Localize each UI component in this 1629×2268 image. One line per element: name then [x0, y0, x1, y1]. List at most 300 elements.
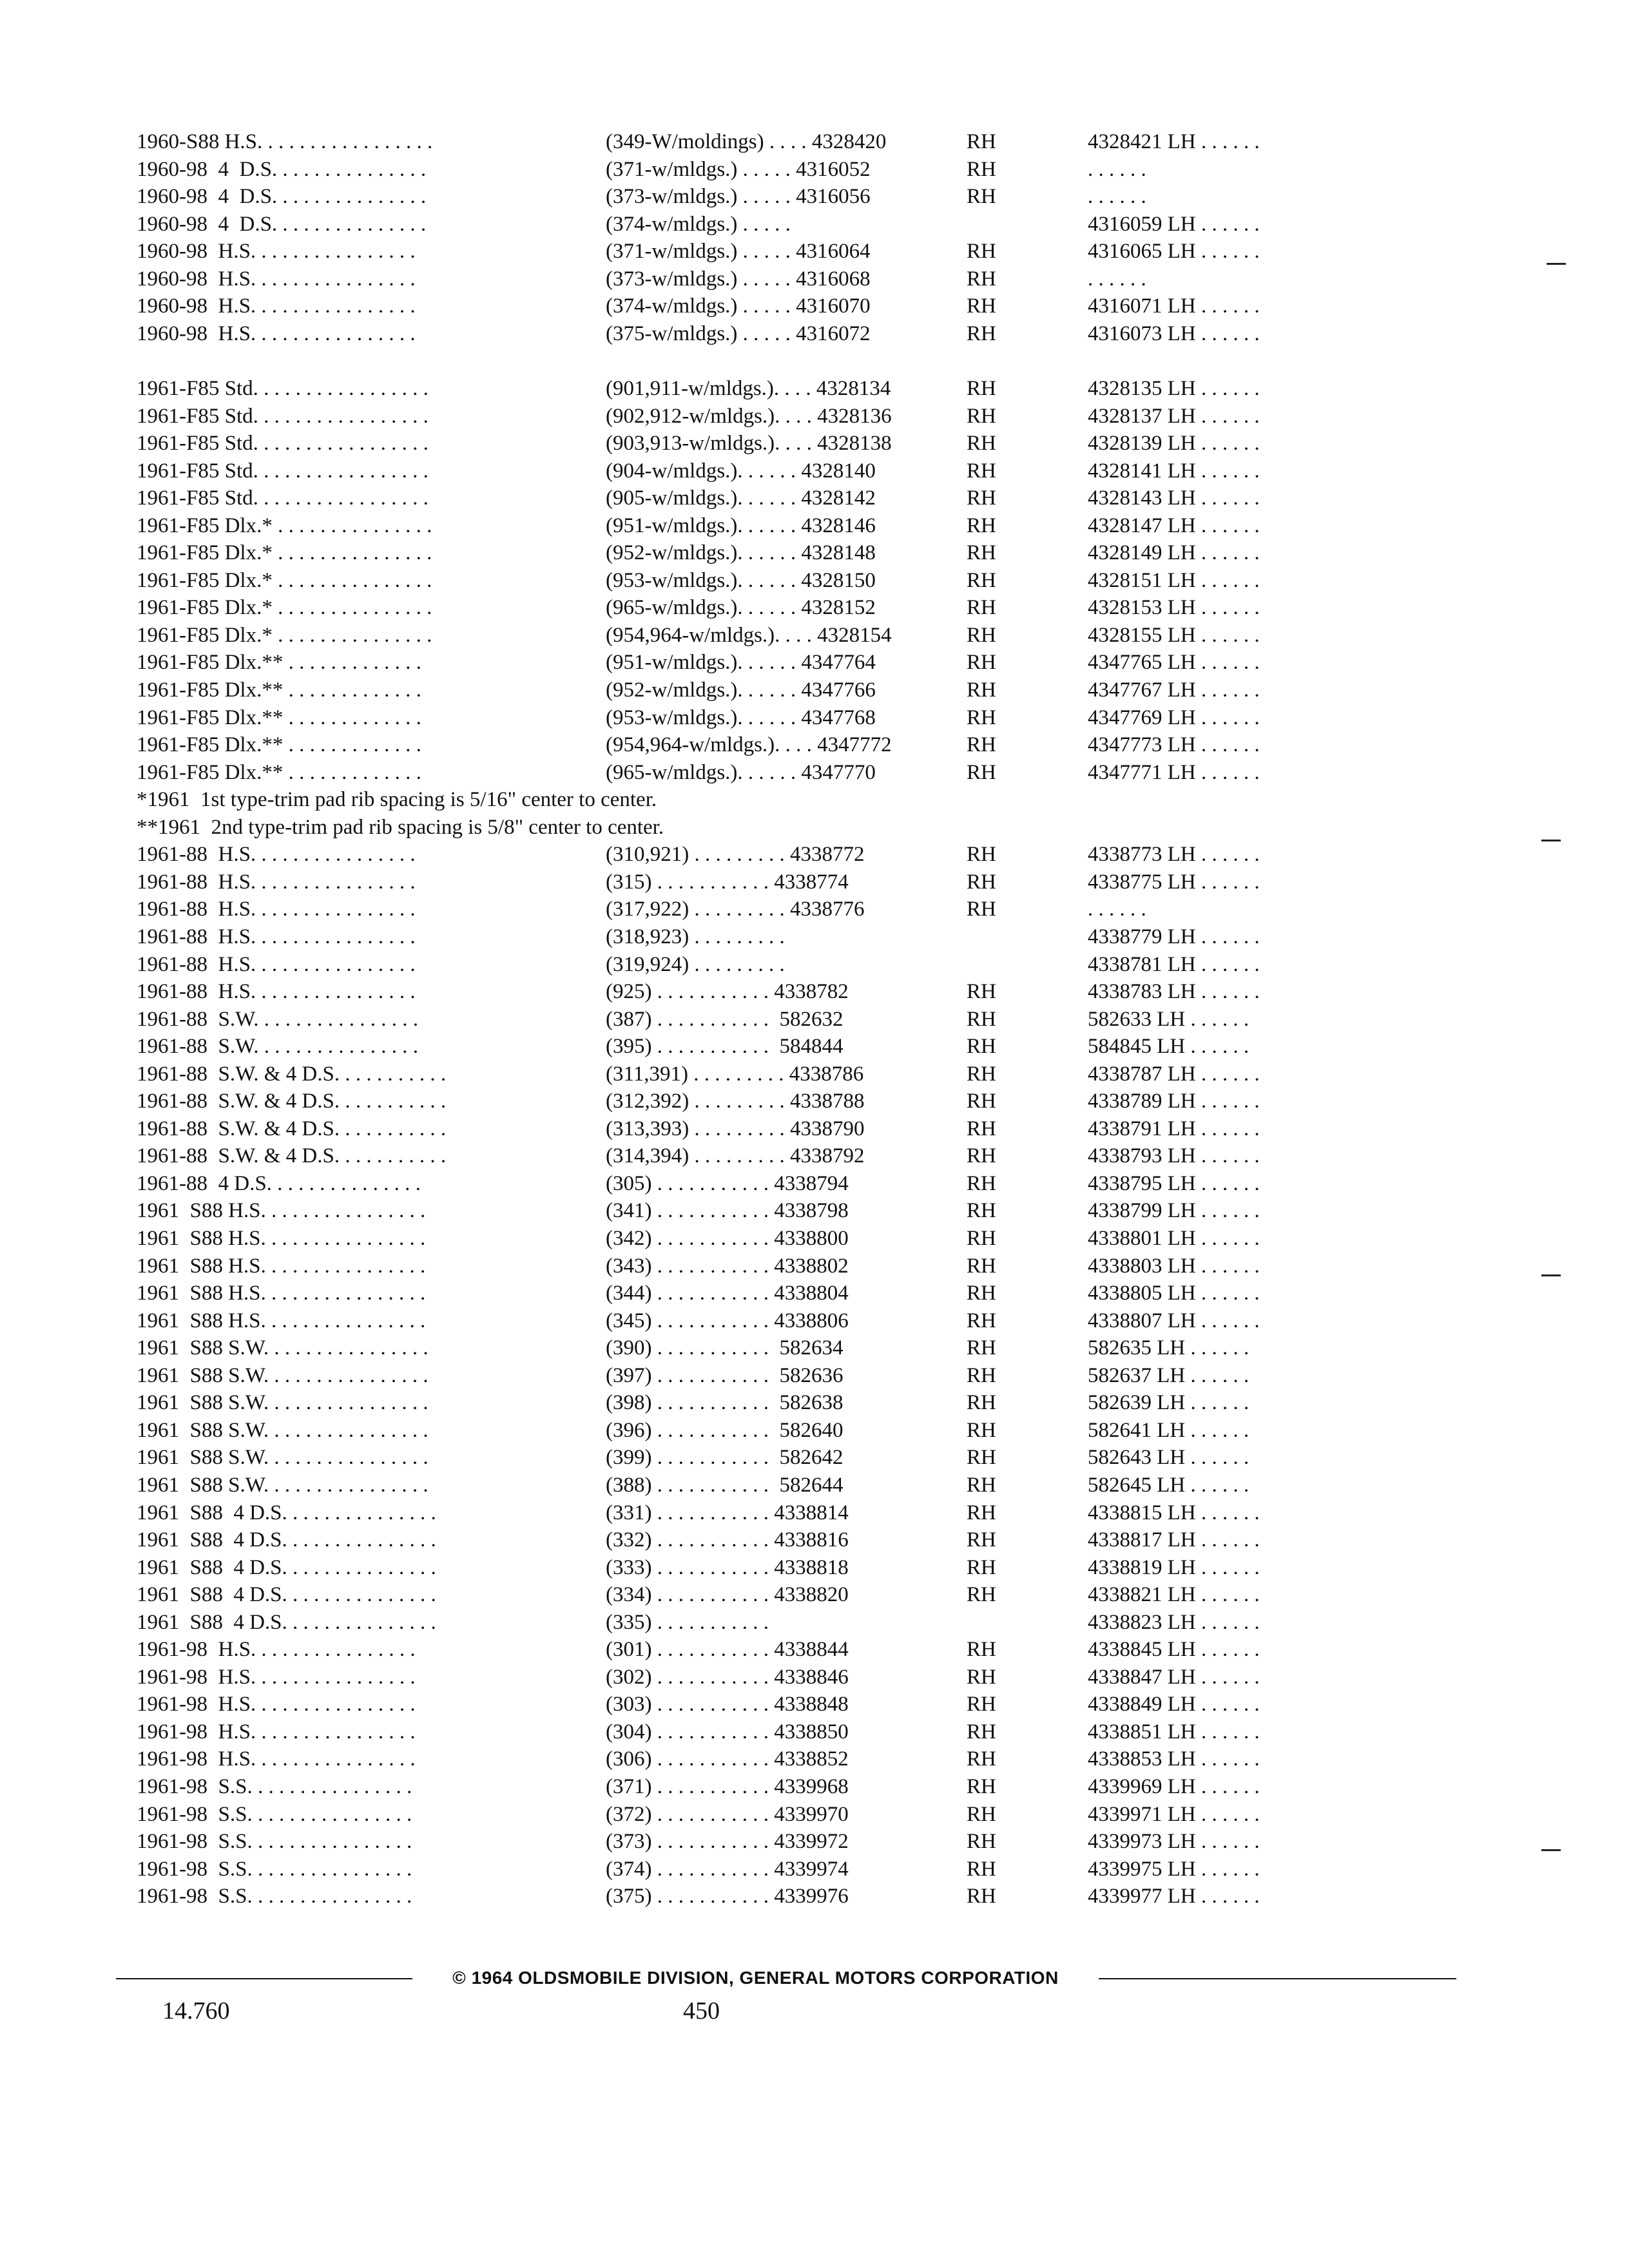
rh-label-cell: RH: [967, 1364, 996, 1387]
model-cell: 1961 S88 S.W. . . . . . . . . . . . . . . .: [137, 1474, 429, 1497]
trim-code-cell: (965-w/mldgs.). . . . . . 4328152: [606, 596, 876, 619]
model-cell: 1961-98 H.S. . . . . . . . . . . . . . . .: [137, 1747, 416, 1771]
lh-part-cell: 4338847 LH . . . . . .: [1088, 1666, 1260, 1689]
model-cell: 1961 S88 H.S. . . . . . . . . . . . . . . .: [137, 1199, 426, 1222]
model-cell: 1961-F85 Dlx.** . . . . . . . . . . . . .: [137, 651, 421, 674]
part-row: [0, 293, 1629, 319]
part-row: [0, 649, 1629, 675]
model-cell: 1961-F85 Dlx.** . . . . . . . . . . . . .: [137, 733, 421, 756]
trim-code-cell: (903,913-w/mldgs.). . . . 4328138: [606, 432, 892, 455]
model-cell: 1960-S88 H.S. . . . . . . . . . . . . . . . .: [137, 130, 433, 153]
model-cell: 1960-98 H.S. . . . . . . . . . . . . . . .: [137, 294, 416, 318]
lh-part-cell: 4316071 LH . . . . . .: [1088, 294, 1260, 318]
part-row: [0, 869, 1629, 895]
lh-part-cell: 4328143 LH . . . . . .: [1088, 486, 1260, 510]
trim-code-cell: (344) . . . . . . . . . . . 4338804: [606, 1282, 849, 1305]
trim-code-cell: (374-w/mldgs.) . . . . . 4316070: [606, 294, 871, 318]
trim-code-cell: (375-w/mldgs.) . . . . . 4316072: [606, 322, 871, 345]
trim-code-cell: (396) . . . . . . . . . . . 582640: [606, 1419, 843, 1442]
rh-label-cell: RH: [967, 267, 996, 291]
model-cell: 1960-98 H.S. . . . . . . . . . . . . . . .: [137, 322, 416, 345]
trim-code-cell: (388) . . . . . . . . . . . 582644: [606, 1474, 843, 1497]
rh-label-cell: RH: [967, 1254, 996, 1278]
part-row: [0, 1143, 1629, 1169]
model-cell: 1961 S88 S.W. . . . . . . . . . . . . . . .: [137, 1336, 429, 1360]
trim-code-cell: (373) . . . . . . . . . . . 4339972: [606, 1830, 849, 1853]
trim-code-cell: (954,964-w/mldgs.). . . . 4347772: [606, 733, 892, 756]
rh-label-cell: RH: [967, 624, 996, 647]
lh-part-cell: 4338781 LH . . . . . .: [1088, 953, 1260, 976]
trim-code-cell: (312,392) . . . . . . . . . 4338788: [606, 1090, 865, 1113]
rh-label-cell: RH: [967, 1227, 996, 1250]
rh-label-cell: RH: [967, 1035, 996, 1058]
model-cell: 1961-88 H.S. . . . . . . . . . . . . . . .: [137, 980, 416, 1003]
rh-label-cell: RH: [967, 130, 996, 153]
part-row: [0, 1061, 1629, 1087]
part-row: [0, 1308, 1629, 1334]
page-number: 450: [683, 1997, 720, 2024]
model-cell: 1961-98 S.S. . . . . . . . . . . . . . . .: [137, 1885, 412, 1908]
lh-part-cell: 4338845 LH . . . . . .: [1088, 1638, 1260, 1661]
lh-part-cell: 4338789 LH . . . . . .: [1088, 1090, 1260, 1113]
model-cell: 1961 S88 4 D.S. . . . . . . . . . . . . . .: [137, 1501, 436, 1524]
model-cell: 1961-88 H.S. . . . . . . . . . . . . . . .: [137, 953, 416, 976]
lh-part-cell: 4339975 LH . . . . . .: [1088, 1858, 1260, 1881]
trim-code-cell: (310,921) . . . . . . . . . 4338772: [606, 843, 865, 866]
model-cell: 1961-F85 Dlx.* . . . . . . . . . . . . . . .: [137, 569, 432, 592]
rh-label-cell: RH: [967, 294, 996, 318]
rh-label-cell: RH: [967, 1885, 996, 1908]
footnote: [0, 787, 1629, 812]
rh-label-cell: RH: [967, 1419, 996, 1442]
trim-code-cell: (951-w/mldgs.). . . . . . 4328146: [606, 514, 876, 537]
model-cell: 1961-98 H.S. . . . . . . . . . . . . . . .: [137, 1638, 416, 1661]
group-gap: [0, 348, 1629, 374]
trim-code-cell: (952-w/mldgs.). . . . . . 4328148: [606, 541, 876, 564]
rh-label-cell: RH: [967, 1501, 996, 1524]
lh-part-cell: 4328421 LH . . . . . .: [1088, 130, 1260, 153]
lh-part-cell: 4338819 LH . . . . . .: [1088, 1556, 1260, 1579]
trim-code-cell: (372) . . . . . . . . . . . 4339970: [606, 1803, 849, 1826]
rh-label-cell: RH: [967, 1775, 996, 1798]
rh-label-cell: RH: [967, 1144, 996, 1168]
lh-part-cell: . . . . . .: [1088, 267, 1146, 291]
copyright-notice: © 1964 OLDSMOBILE DIVISION, GENERAL MOTORS CORPORATION: [452, 1968, 1059, 1988]
model-cell: 1961-88 S.W. & 4 D.S. . . . . . . . . . .: [137, 1144, 447, 1168]
lh-part-cell: 4316059 LH . . . . . .: [1088, 213, 1260, 236]
part-row: [0, 1088, 1629, 1114]
part-row: [0, 1802, 1629, 1827]
trim-code-cell: (390) . . . . . . . . . . . 582634: [606, 1336, 843, 1360]
part-row: [0, 1225, 1629, 1251]
part-row: [0, 430, 1629, 456]
model-cell: 1961-98 S.S. . . . . . . . . . . . . . . .: [137, 1830, 412, 1853]
rh-label-cell: RH: [967, 514, 996, 537]
model-cell: 1961-88 S.W. . . . . . . . . . . . . . . .: [137, 1035, 418, 1058]
rh-label-cell: RH: [967, 898, 996, 921]
footnote: [0, 814, 1629, 840]
rh-label-cell: RH: [967, 486, 996, 510]
lh-part-cell: 4338851 LH . . . . . .: [1088, 1720, 1260, 1744]
lh-part-cell: 4347771 LH . . . . . .: [1088, 761, 1260, 784]
rh-label-cell: RH: [967, 1528, 996, 1552]
part-row: [0, 1691, 1629, 1717]
trim-code-cell: (306) . . . . . . . . . . . 4338852: [606, 1747, 849, 1771]
lh-part-cell: 4338853 LH . . . . . .: [1088, 1747, 1260, 1771]
model-cell: 1961 S88 S.W. . . . . . . . . . . . . . . .: [137, 1364, 429, 1387]
model-cell: 1961-88 S.W. . . . . . . . . . . . . . . .: [137, 1008, 418, 1031]
footnote-text: **1961 2nd type-trim pad rib spacing is 5/8" center to center.: [137, 816, 664, 839]
rh-label-cell: RH: [967, 1858, 996, 1881]
trim-code-cell: (331) . . . . . . . . . . . 4338814: [606, 1501, 849, 1524]
part-row: [0, 1774, 1629, 1800]
trim-code-cell: (925) . . . . . . . . . . . 4338782: [606, 980, 849, 1003]
lh-part-cell: 4338783 LH . . . . . .: [1088, 980, 1260, 1003]
part-row: [0, 513, 1629, 539]
model-cell: 1960-98 4 D.S. . . . . . . . . . . . . . .: [137, 213, 427, 236]
trim-code-cell: (319,924) . . . . . . . . .: [606, 953, 785, 976]
model-cell: 1961-98 S.S. . . . . . . . . . . . . . . .: [137, 1775, 412, 1798]
rh-label-cell: RH: [967, 1090, 996, 1113]
part-row: [0, 622, 1629, 648]
model-cell: 1961-98 S.S. . . . . . . . . . . . . . . .: [137, 1803, 412, 1826]
part-row: [0, 1555, 1629, 1581]
trim-code-cell: (397) . . . . . . . . . . . 582636: [606, 1364, 843, 1387]
part-row: [0, 129, 1629, 155]
lh-part-cell: 4338779 LH . . . . . .: [1088, 925, 1260, 948]
part-row: [0, 1198, 1629, 1224]
trim-code-cell: (375) . . . . . . . . . . . 4339976: [606, 1885, 849, 1908]
trim-code-cell: (342) . . . . . . . . . . . 4338800: [606, 1227, 849, 1250]
part-row: [0, 1006, 1629, 1032]
footer-rule-left: [116, 1978, 412, 1979]
trim-code-cell: (302) . . . . . . . . . . . 4338846: [606, 1666, 849, 1689]
rh-label-cell: RH: [967, 1556, 996, 1579]
lh-part-cell: 4328151 LH . . . . . .: [1088, 569, 1260, 592]
margin-mark: [1541, 840, 1561, 841]
part-row: [0, 1637, 1629, 1662]
rh-label-cell: RH: [967, 1720, 996, 1744]
lh-part-cell: 4338817 LH . . . . . .: [1088, 1528, 1260, 1552]
lh-part-cell: 4328149 LH . . . . . .: [1088, 541, 1260, 564]
part-row: [0, 266, 1629, 292]
model-cell: 1961-88 H.S. . . . . . . . . . . . . . . .: [137, 925, 416, 948]
model-cell: 1961 S88 H.S. . . . . . . . . . . . . . . .: [137, 1254, 426, 1278]
model-cell: 1961-88 H.S. . . . . . . . . . . . . . . .: [137, 843, 416, 866]
lh-part-cell: 4338775 LH . . . . . .: [1088, 870, 1260, 894]
model-cell: 1961-F85 Dlx.* . . . . . . . . . . . . . . .: [137, 541, 432, 564]
model-cell: 1960-98 4 D.S. . . . . . . . . . . . . . .: [137, 158, 427, 181]
footer-rule-right: [1099, 1978, 1456, 1979]
rh-label-cell: RH: [967, 405, 996, 428]
lh-part-cell: . . . . . .: [1088, 158, 1146, 181]
model-cell: 1961 S88 4 D.S. . . . . . . . . . . . . . .: [137, 1611, 436, 1634]
trim-code-cell: (374) . . . . . . . . . . . 4339974: [606, 1858, 849, 1881]
part-row: [0, 1253, 1629, 1279]
part-row: [0, 760, 1629, 785]
lh-part-cell: 4339969 LH . . . . . .: [1088, 1775, 1260, 1798]
part-row: [0, 376, 1629, 401]
part-row: [0, 1664, 1629, 1690]
model-cell: 1961-98 H.S. . . . . . . . . . . . . . . .: [137, 1720, 416, 1744]
trim-code-cell: (904-w/mldgs.). . . . . . 4328140: [606, 459, 876, 483]
trim-code-cell: (905-w/mldgs.). . . . . . 4328142: [606, 486, 876, 510]
model-cell: 1961 S88 S.W. . . . . . . . . . . . . . . .: [137, 1419, 429, 1442]
trim-code-cell: (334) . . . . . . . . . . . 4338820: [606, 1583, 849, 1606]
trim-code-cell: (313,393) . . . . . . . . . 4338790: [606, 1117, 865, 1140]
lh-part-cell: 4339971 LH . . . . . .: [1088, 1803, 1260, 1826]
rh-label-cell: RH: [967, 733, 996, 756]
lh-part-cell: 4338823 LH . . . . . .: [1088, 1611, 1260, 1634]
rh-label-cell: RH: [967, 1666, 996, 1689]
lh-part-cell: 4339977 LH . . . . . .: [1088, 1885, 1260, 1908]
model-cell: 1961-F85 Dlx.** . . . . . . . . . . . . .: [137, 761, 421, 784]
part-row: [0, 184, 1629, 209]
trim-code-cell: (371) . . . . . . . . . . . 4339968: [606, 1775, 849, 1798]
lh-part-cell: 4328135 LH . . . . . .: [1088, 377, 1260, 400]
trim-code-cell: (954,964-w/mldgs.). . . . 4328154: [606, 624, 892, 647]
rh-label-cell: RH: [967, 1008, 996, 1031]
margin-mark: [1547, 263, 1566, 265]
lh-part-cell: 582639 LH . . . . . .: [1088, 1391, 1249, 1414]
rh-label-cell: RH: [967, 651, 996, 674]
model-cell: 1961-F85 Std. . . . . . . . . . . . . . . . .: [137, 432, 429, 455]
lh-part-cell: 4347769 LH . . . . . .: [1088, 706, 1260, 729]
rh-label-cell: RH: [967, 158, 996, 181]
rh-label-cell: RH: [967, 459, 996, 483]
part-row: [0, 1445, 1629, 1470]
rh-label-cell: RH: [967, 1583, 996, 1606]
lh-part-cell: 4338801 LH . . . . . .: [1088, 1227, 1260, 1250]
part-row: [0, 458, 1629, 484]
lh-part-cell: 4338773 LH . . . . . .: [1088, 843, 1260, 866]
model-cell: 1961-98 H.S. . . . . . . . . . . . . . . .: [137, 1693, 416, 1716]
lh-part-cell: 4328153 LH . . . . . .: [1088, 596, 1260, 619]
part-row: [0, 157, 1629, 182]
lh-part-cell: 4338821 LH . . . . . .: [1088, 1583, 1260, 1606]
part-row: [0, 595, 1629, 620]
model-cell: 1961-88 H.S. . . . . . . . . . . . . . . .: [137, 898, 416, 921]
rh-label-cell: RH: [967, 1747, 996, 1771]
model-cell: 1961-F85 Dlx.** . . . . . . . . . . . . .: [137, 678, 421, 702]
rh-label-cell: RH: [967, 1638, 996, 1661]
trim-code-cell: (349-W/moldings) . . . . 4328420: [606, 130, 887, 153]
lh-part-cell: 4328147 LH . . . . . .: [1088, 514, 1260, 537]
trim-code-cell: (345) . . . . . . . . . . . 4338806: [606, 1309, 849, 1332]
rh-label-cell: RH: [967, 1336, 996, 1360]
rh-label-cell: RH: [967, 541, 996, 564]
trim-code-cell: (301) . . . . . . . . . . . 4338844: [606, 1638, 849, 1661]
part-row: [0, 403, 1629, 429]
lh-part-cell: 582633 LH . . . . . .: [1088, 1008, 1249, 1031]
part-row: [0, 1829, 1629, 1854]
part-row: [0, 677, 1629, 703]
trim-code-cell: (952-w/mldgs.). . . . . . 4347766: [606, 678, 876, 702]
lh-part-cell: 4338793 LH . . . . . .: [1088, 1144, 1260, 1168]
lh-part-cell: 4328139 LH . . . . . .: [1088, 432, 1260, 455]
lh-part-cell: 4316073 LH . . . . . .: [1088, 322, 1260, 345]
trim-code-cell: (951-w/mldgs.). . . . . . 4347764: [606, 651, 876, 674]
lh-part-cell: 582643 LH . . . . . .: [1088, 1446, 1249, 1469]
model-cell: 1960-98 H.S. . . . . . . . . . . . . . . .: [137, 267, 416, 291]
part-row: [0, 1033, 1629, 1059]
part-row: [0, 1610, 1629, 1635]
part-row: [0, 841, 1629, 867]
rh-label-cell: RH: [967, 1117, 996, 1140]
lh-part-cell: 4338815 LH . . . . . .: [1088, 1501, 1260, 1524]
part-row: [0, 705, 1629, 731]
model-cell: 1960-98 4 D.S. . . . . . . . . . . . . . .: [137, 185, 427, 208]
rh-label-cell: RH: [967, 1446, 996, 1469]
part-row: [0, 1390, 1629, 1416]
part-row: [0, 1500, 1629, 1526]
trim-code-cell: (305) . . . . . . . . . . . 4338794: [606, 1172, 849, 1195]
rh-label-cell: RH: [967, 761, 996, 784]
model-cell: 1961-88 S.W. & 4 D.S. . . . . . . . . . .: [137, 1117, 447, 1140]
trim-code-cell: (387) . . . . . . . . . . . 582632: [606, 1008, 843, 1031]
rh-label-cell: RH: [967, 1830, 996, 1853]
trim-code-cell: (395) . . . . . . . . . . . 584844: [606, 1035, 843, 1058]
part-row: [0, 540, 1629, 566]
rh-label-cell: RH: [967, 240, 996, 263]
part-row: [0, 896, 1629, 922]
lh-part-cell: 4347767 LH . . . . . .: [1088, 678, 1260, 702]
lh-part-cell: 4338791 LH . . . . . .: [1088, 1117, 1260, 1140]
lh-part-cell: 4328155 LH . . . . . .: [1088, 624, 1260, 647]
rh-label-cell: RH: [967, 870, 996, 894]
model-cell: 1961-F85 Dlx.* . . . . . . . . . . . . . . .: [137, 624, 432, 647]
lh-part-cell: 4339973 LH . . . . . .: [1088, 1830, 1260, 1853]
model-cell: 1961-F85 Std. . . . . . . . . . . . . . . . .: [137, 459, 429, 483]
trim-code-cell: (333) . . . . . . . . . . . 4338818: [606, 1556, 849, 1579]
model-cell: 1961-F85 Dlx.* . . . . . . . . . . . . . . .: [137, 514, 432, 537]
part-row: [0, 211, 1629, 237]
rh-label-cell: RH: [967, 843, 996, 866]
footnote-text: *1961 1st type-trim pad rib spacing is 5/16" center to center.: [137, 788, 657, 811]
rh-label-cell: RH: [967, 1391, 996, 1414]
trim-code-cell: (311,391) . . . . . . . . . 4338786: [606, 1062, 864, 1086]
model-cell: 1961-98 S.S. . . . . . . . . . . . . . . .: [137, 1858, 412, 1881]
rh-label-cell: RH: [967, 1199, 996, 1222]
model-cell: 1961-88 S.W. & 4 D.S. . . . . . . . . . .: [137, 1062, 447, 1086]
model-cell: 1961 S88 S.W. . . . . . . . . . . . . . . .: [137, 1391, 429, 1414]
lh-part-cell: 4347773 LH . . . . . .: [1088, 733, 1260, 756]
page-code: 14.760: [162, 1997, 230, 2024]
part-row: [0, 1335, 1629, 1361]
rh-label-cell: RH: [967, 322, 996, 345]
rh-label-cell: RH: [967, 706, 996, 729]
lh-part-cell: 4338807 LH . . . . . .: [1088, 1309, 1260, 1332]
trim-code-cell: (315) . . . . . . . . . . . 4338774: [606, 870, 849, 894]
model-cell: 1961-F85 Dlx.** . . . . . . . . . . . . .: [137, 706, 421, 729]
rh-label-cell: RH: [967, 569, 996, 592]
lh-part-cell: 4338803 LH . . . . . .: [1088, 1254, 1260, 1278]
trim-code-cell: (901,911-w/mldgs.). . . . 4328134: [606, 377, 891, 400]
lh-part-cell: 4316065 LH . . . . . .: [1088, 240, 1260, 263]
trim-code-cell: (373-w/mldgs.) . . . . . 4316068: [606, 267, 871, 291]
trim-code-cell: (314,394) . . . . . . . . . 4338792: [606, 1144, 865, 1168]
model-cell: 1960-98 H.S. . . . . . . . . . . . . . . .: [137, 240, 416, 263]
trim-code-cell: (343) . . . . . . . . . . . 4338802: [606, 1254, 849, 1278]
trim-code-cell: (374-w/mldgs.) . . . . .: [606, 213, 791, 236]
trim-code-cell: (373-w/mldgs.) . . . . . 4316056: [606, 185, 871, 208]
lh-part-cell: 582645 LH . . . . . .: [1088, 1474, 1249, 1497]
model-cell: 1961 S88 S.W. . . . . . . . . . . . . . . .: [137, 1446, 429, 1469]
lh-part-cell: . . . . . .: [1088, 185, 1146, 208]
model-cell: 1961 S88 H.S. . . . . . . . . . . . . . . .: [137, 1282, 426, 1305]
rh-label-cell: RH: [967, 1803, 996, 1826]
part-row: [0, 1171, 1629, 1196]
rh-label-cell: RH: [967, 1309, 996, 1332]
trim-code-cell: (335) . . . . . . . . . . .: [606, 1611, 769, 1634]
trim-code-cell: (304) . . . . . . . . . . . 4338850: [606, 1720, 849, 1744]
part-row: [0, 1856, 1629, 1882]
rh-label-cell: RH: [967, 377, 996, 400]
part-row: [0, 952, 1629, 977]
rh-label-cell: RH: [967, 1172, 996, 1195]
trim-code-cell: (398) . . . . . . . . . . . 582638: [606, 1391, 843, 1414]
model-cell: 1961-F85 Dlx.* . . . . . . . . . . . . . . .: [137, 596, 432, 619]
lh-part-cell: . . . . . .: [1088, 898, 1146, 921]
trim-code-cell: (953-w/mldgs.). . . . . . 4328150: [606, 569, 876, 592]
trim-code-cell: (371-w/mldgs.) . . . . . 4316064: [606, 240, 871, 263]
lh-part-cell: 584845 LH . . . . . .: [1088, 1035, 1249, 1058]
lh-part-cell: 582641 LH . . . . . .: [1088, 1419, 1249, 1442]
model-cell: 1961-F85 Std. . . . . . . . . . . . . . . . .: [137, 377, 429, 400]
model-cell: 1961-88 4 D.S. . . . . . . . . . . . . . .: [137, 1172, 421, 1195]
part-row: [0, 1527, 1629, 1553]
lh-part-cell: 4338849 LH . . . . . .: [1088, 1693, 1260, 1716]
model-cell: 1961-F85 Std. . . . . . . . . . . . . . . . .: [137, 405, 429, 428]
trim-code-cell: (953-w/mldgs.). . . . . . 4347768: [606, 706, 876, 729]
lh-part-cell: 4338795 LH . . . . . .: [1088, 1172, 1260, 1195]
part-row: [0, 924, 1629, 950]
part-row: [0, 1418, 1629, 1443]
rh-label-cell: RH: [967, 678, 996, 702]
margin-mark: [1541, 1849, 1561, 1851]
model-cell: 1961-F85 Std. . . . . . . . . . . . . . . . .: [137, 486, 429, 510]
rh-label-cell: RH: [967, 1062, 996, 1086]
lh-part-cell: 4328141 LH . . . . . .: [1088, 459, 1260, 483]
lh-part-cell: 4338799 LH . . . . . .: [1088, 1199, 1260, 1222]
lh-part-cell: 4328137 LH . . . . . .: [1088, 405, 1260, 428]
model-cell: 1961 S88 4 D.S. . . . . . . . . . . . . . .: [137, 1556, 436, 1579]
trim-code-cell: (318,923) . . . . . . . . .: [606, 925, 785, 948]
trim-code-cell: (371-w/mldgs.) . . . . . 4316052: [606, 158, 871, 181]
part-row: [0, 979, 1629, 1004]
lh-part-cell: 582637 LH . . . . . .: [1088, 1364, 1249, 1387]
part-row: [0, 1363, 1629, 1389]
part-row: [0, 1582, 1629, 1608]
lh-part-cell: 4347765 LH . . . . . .: [1088, 651, 1260, 674]
model-cell: 1961-98 H.S. . . . . . . . . . . . . . . .: [137, 1666, 416, 1689]
part-row: [0, 321, 1629, 347]
lh-part-cell: 4338805 LH . . . . . .: [1088, 1282, 1260, 1305]
part-row: [0, 1472, 1629, 1498]
margin-mark: [1541, 1274, 1561, 1276]
rh-label-cell: RH: [967, 980, 996, 1003]
trim-code-cell: (332) . . . . . . . . . . . 4338816: [606, 1528, 849, 1552]
trim-code-cell: (965-w/mldgs.). . . . . . 4347770: [606, 761, 876, 784]
trim-code-cell: (902,912-w/mldgs.). . . . 4328136: [606, 405, 892, 428]
model-cell: 1961-88 S.W. & 4 D.S. . . . . . . . . . .: [137, 1090, 447, 1113]
trim-code-cell: (317,922) . . . . . . . . . 4338776: [606, 898, 865, 921]
trim-code-cell: (399) . . . . . . . . . . . 582642: [606, 1446, 843, 1469]
model-cell: 1961 S88 4 D.S. . . . . . . . . . . . . . .: [137, 1528, 436, 1552]
lh-part-cell: 582635 LH . . . . . .: [1088, 1336, 1249, 1360]
rh-label-cell: RH: [967, 1474, 996, 1497]
model-cell: 1961-88 H.S. . . . . . . . . . . . . . . .: [137, 870, 416, 894]
